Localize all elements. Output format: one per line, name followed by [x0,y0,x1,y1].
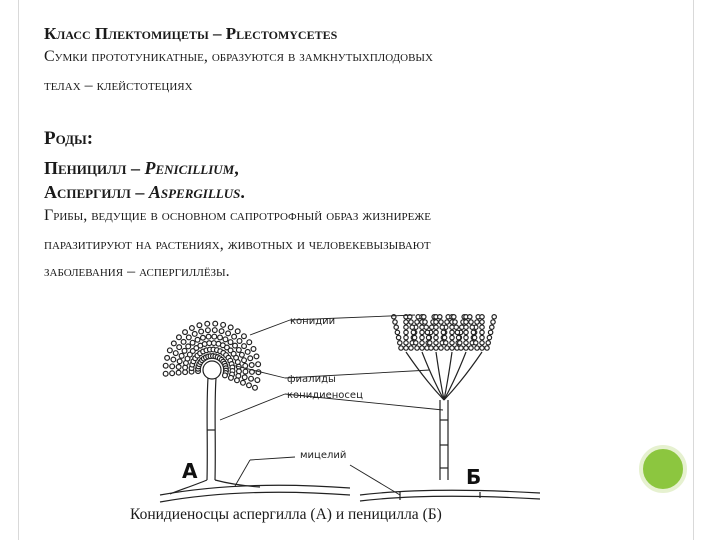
intro-line-2: телах – клейстотециях [44,77,193,94]
slide-title: Класс Плектомицеты – Plectomycetes [44,24,338,43]
left-border-line [18,0,19,540]
letter-a: А [182,459,198,483]
label-mycelium: мицелий [300,450,347,461]
label-phialides: фиалиды [287,374,336,385]
letter-b: Б [466,465,482,489]
figure-caption: Конидиеносцы аспергилла (А) и пеницилла (Б) [130,506,442,523]
label-conidiophore: конидиеносец [287,390,363,401]
description-line-3: заболевания – аспергиллёзы. [44,263,230,280]
right-border-line [693,0,694,540]
decorative-green-circle [639,445,687,493]
penicillium-drawing [360,315,540,501]
conidiophore-illustration [150,290,550,505]
genera-heading: Роды: [44,128,94,149]
label-conidia: конидии [290,316,336,327]
genus-penicillium: Пеницилл – Penicillium, [44,158,239,178]
description-line-1: Грибы, ведущие в основном сапротрофный образ жизниреже [44,207,431,224]
description-line-2: паразитируют на растениях, животных и человекевызывают [44,236,431,253]
genus-aspergillus: Аспергилл – Aspergillus. [44,182,245,202]
intro-line-1: Сумки прототуникатные, образуются в замкнутыхплодовых [44,48,433,65]
